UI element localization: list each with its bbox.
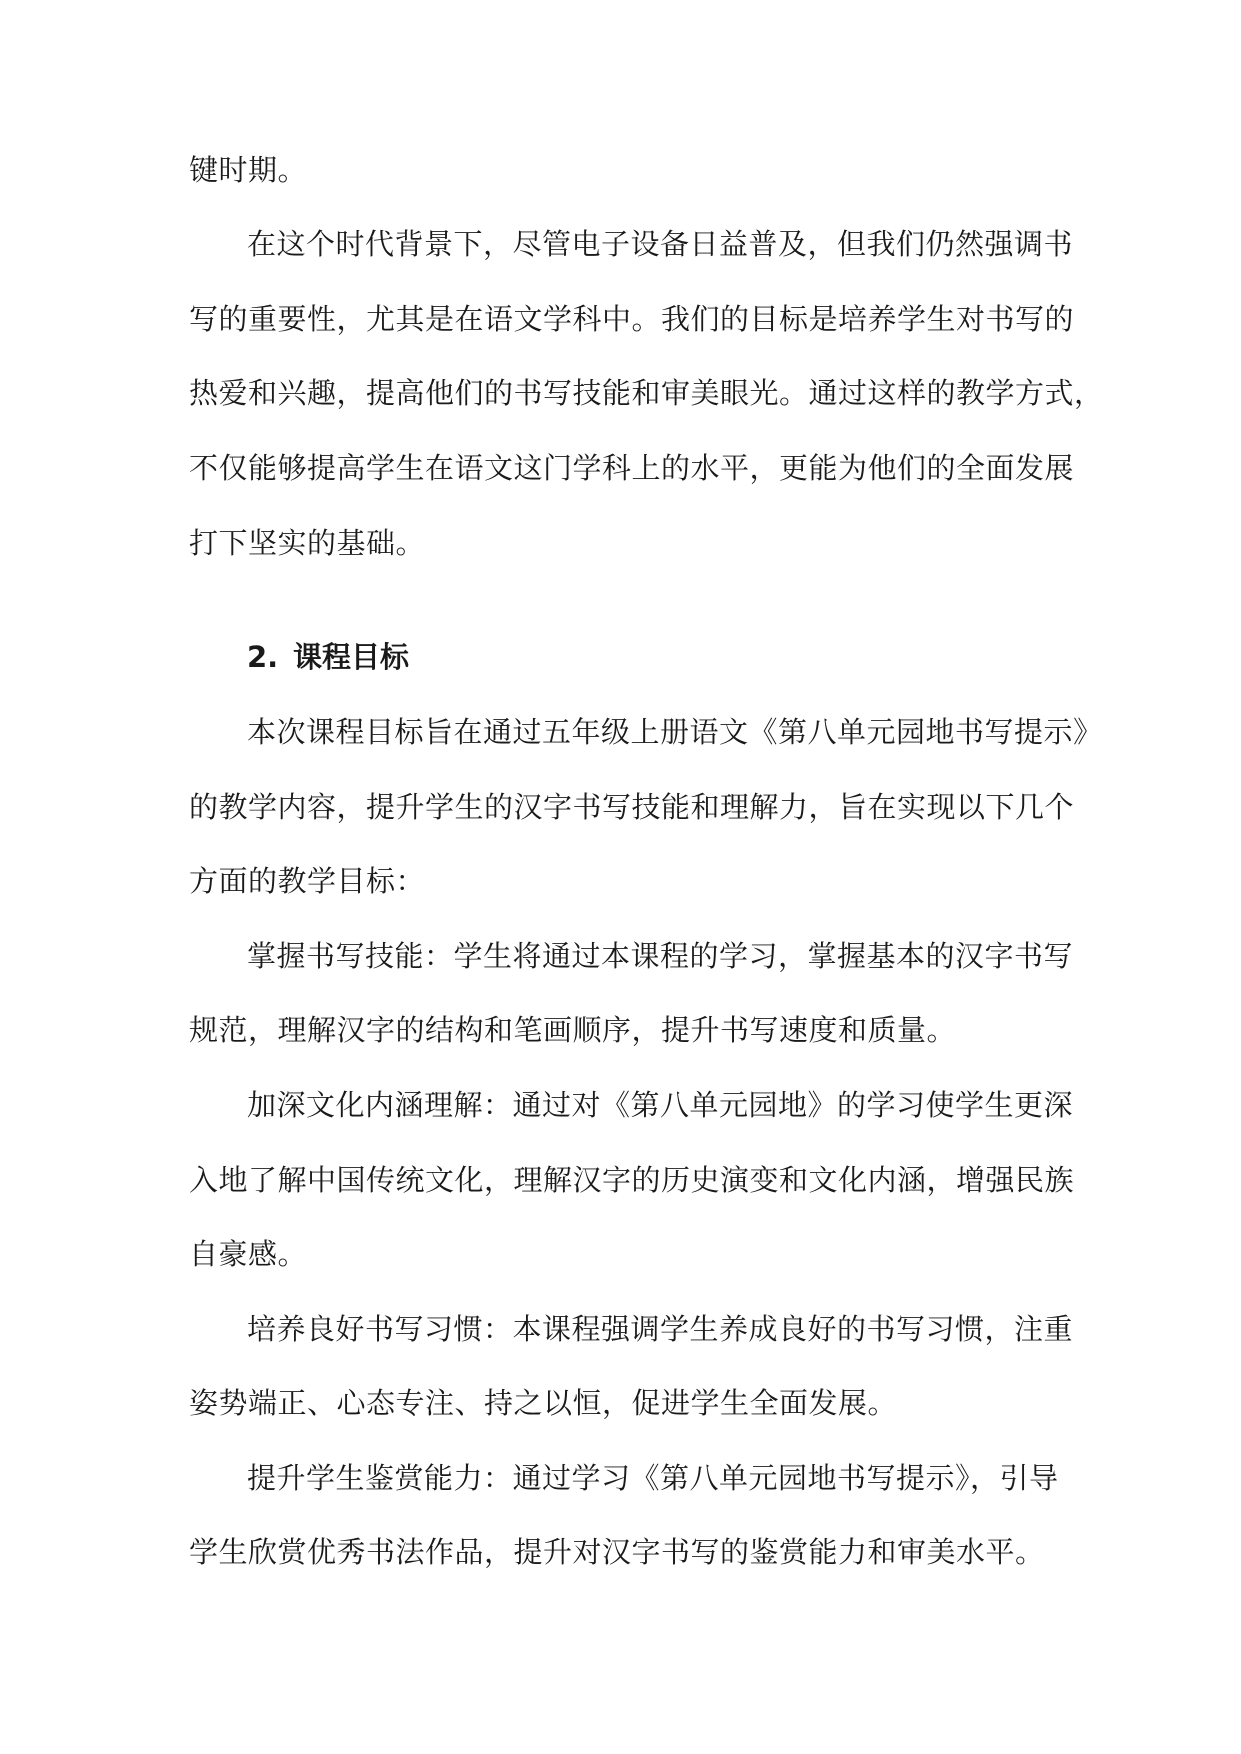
paragraph-line: 自豪感。	[189, 1237, 308, 1271]
paragraph-line: 入地了解中国传统文化，理解汉字的历史演变和文化内涵，增强民族	[189, 1163, 1075, 1197]
paragraph-line: 在这个时代背景下，尽管电子设备日益普及，但我们仍然强调书	[247, 227, 1074, 261]
paragraph-line: 培养良好书写习惯：本课程强调学生养成良好的书写习惯，注重	[247, 1312, 1074, 1346]
paragraph-line: 方面的教学目标：	[189, 864, 426, 898]
paragraph-line: 写的重要性，尤其是在语文学科中。我们的目标是培养学生对书写的	[189, 302, 1075, 336]
paragraph-line: 打下坚实的基础。	[189, 526, 426, 560]
paragraph-line: 本次课程目标旨在通过五年级上册语文《第八单元园地书写提示》	[247, 715, 1103, 749]
paragraph-line: 键时期。	[189, 153, 308, 187]
section-title: 课程目标	[293, 640, 410, 674]
section-number: 2.	[247, 640, 279, 674]
paragraph-line: 不仅能够提高学生在语文这门学科上的水平，更能为他们的全面发展	[189, 451, 1075, 485]
paragraph-line: 掌握书写技能：学生将通过本课程的学习，掌握基本的汉字书写	[247, 939, 1074, 973]
paragraph-line: 姿势端正、心态专注、持之以恒，促进学生全面发展。	[189, 1386, 898, 1420]
section-heading	[247, 637, 409, 677]
paragraph-line: 加深文化内涵理解：通过对《第八单元园地》的学习使学生更深	[247, 1088, 1074, 1122]
paragraph-line: 学生欣赏优秀书法作品，提升对汉字书写的鉴赏能力和审美水平。	[189, 1535, 1045, 1569]
paragraph-line: 的教学内容，提升学生的汉字书写技能和理解力，旨在实现以下几个	[189, 790, 1075, 824]
paragraph-line: 规范，理解汉字的结构和笔画顺序，提升书写速度和质量。	[189, 1013, 957, 1047]
paragraph-line: 提升学生鉴赏能力：通过学习《第八单元园地书写提示》，引导	[247, 1461, 1059, 1495]
paragraph-line: 热爱和兴趣，提高他们的书写技能和审美眼光。通过这样的教学方式，	[189, 376, 1104, 410]
